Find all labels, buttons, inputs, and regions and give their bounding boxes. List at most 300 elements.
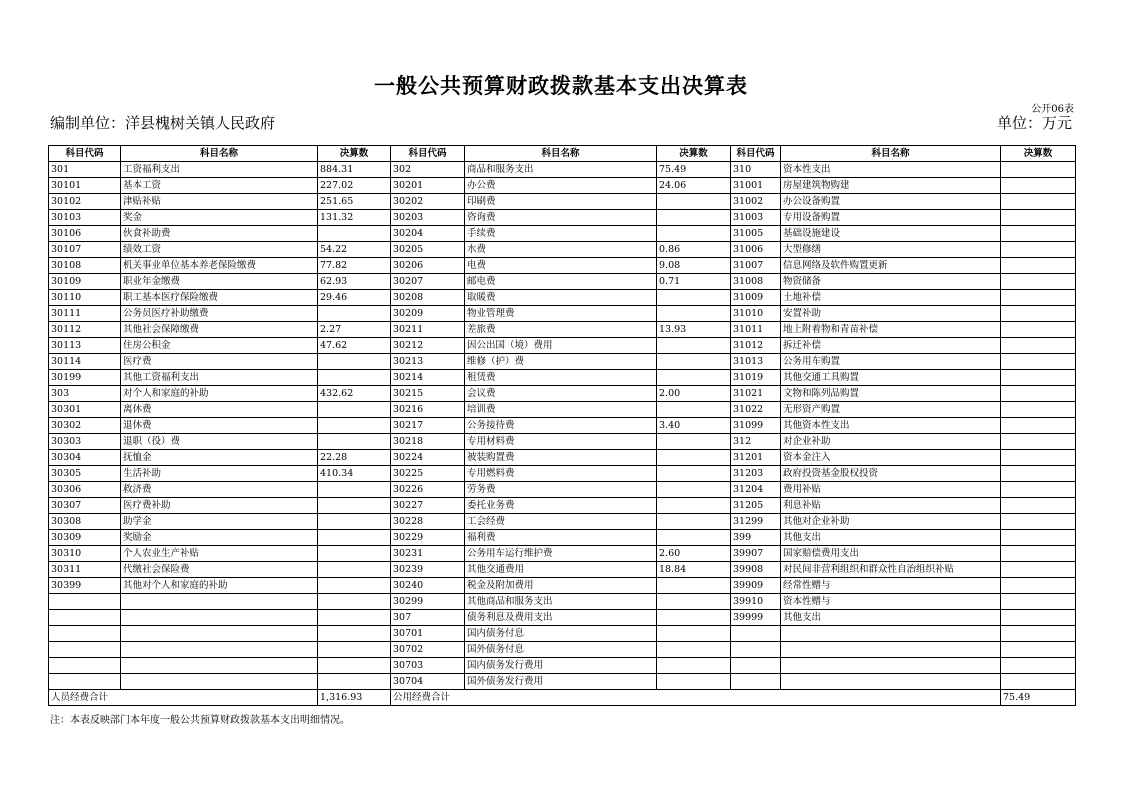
name-cell: 其他工资福利支出 (121, 370, 318, 386)
code-cell: 303 (49, 386, 121, 402)
personnel-total-value: 1,316.93 (318, 690, 391, 706)
name-cell: 资本性支出 (781, 162, 1001, 178)
name-cell: 基本工资 (121, 178, 318, 194)
public-total-label: 公用经费合计 (391, 690, 1001, 706)
header-name-1: 科目名称 (121, 146, 318, 162)
code-cell: 30701 (391, 626, 465, 642)
code-cell: 30109 (49, 274, 121, 290)
table-row (49, 162, 1076, 178)
code-cell: 31201 (731, 450, 781, 466)
name-cell: 公务接待费 (465, 418, 657, 434)
amount-cell (657, 402, 731, 418)
code-cell: 307 (391, 610, 465, 626)
name-cell: 退休费 (121, 418, 318, 434)
name-cell: 其他对个人和家庭的补助 (121, 578, 318, 594)
amount-cell (1001, 578, 1076, 594)
name-cell: 国内债务付息 (465, 626, 657, 642)
name-cell: 机关事业单位基本养老保险缴费 (121, 258, 318, 274)
header-code-2: 科目代码 (391, 146, 465, 162)
code-cell: 30204 (391, 226, 465, 242)
code-cell: 30215 (391, 386, 465, 402)
amount-cell (318, 610, 391, 626)
form-number: 公开06表 (1031, 104, 1074, 115)
currency-unit: 单位：万元 (996, 114, 1072, 132)
code-cell: 30304 (49, 450, 121, 466)
name-cell: 政府投资基金股权投资 (781, 466, 1001, 482)
amount-cell (318, 642, 391, 658)
table-row (49, 418, 1076, 434)
table-header-row (49, 146, 1076, 162)
amount-cell (318, 498, 391, 514)
name-cell: 咨询费 (465, 210, 657, 226)
name-cell: 医疗费补助 (121, 498, 318, 514)
name-cell: 职业年金缴费 (121, 274, 318, 290)
header-amount-3: 决算数 (1001, 146, 1076, 162)
name-cell: 其他商品和服务支出 (465, 594, 657, 610)
code-cell: 39999 (731, 610, 781, 626)
code-cell: 30112 (49, 322, 121, 338)
name-cell: 资本性赠与 (781, 594, 1001, 610)
amount-cell (318, 658, 391, 674)
name-cell: 医疗费 (121, 354, 318, 370)
code-cell: 31021 (731, 386, 781, 402)
code-cell: 31008 (731, 274, 781, 290)
code-cell: 30216 (391, 402, 465, 418)
name-cell: 福利费 (465, 530, 657, 546)
code-cell: 30228 (391, 514, 465, 530)
name-cell (781, 642, 1001, 658)
amount-cell (1001, 626, 1076, 642)
amount-cell: 227.02 (318, 178, 391, 194)
amount-cell: 9.08 (657, 258, 731, 274)
header-name-2: 科目名称 (465, 146, 657, 162)
code-cell: 31205 (731, 498, 781, 514)
code-cell: 312 (731, 434, 781, 450)
amount-cell (657, 626, 731, 642)
amount-cell (657, 450, 731, 466)
expenditure-table (48, 145, 1076, 706)
amount-cell: 47.62 (318, 338, 391, 354)
code-cell: 31001 (731, 178, 781, 194)
amount-cell (1001, 354, 1076, 370)
name-cell: 助学金 (121, 514, 318, 530)
code-cell: 30305 (49, 466, 121, 482)
amount-cell (1001, 162, 1076, 178)
amount-cell (1001, 194, 1076, 210)
amount-cell (318, 530, 391, 546)
amount-cell: 54.22 (318, 242, 391, 258)
name-cell: 其他交通费用 (465, 562, 657, 578)
code-cell: 31204 (731, 482, 781, 498)
name-cell: 办公费 (465, 178, 657, 194)
table-row (49, 594, 1076, 610)
amount-cell (318, 514, 391, 530)
amount-cell (1001, 658, 1076, 674)
name-cell: 其他资本性支出 (781, 418, 1001, 434)
name-cell: 邮电费 (465, 274, 657, 290)
name-cell (781, 658, 1001, 674)
code-cell: 30102 (49, 194, 121, 210)
code-cell: 31203 (731, 466, 781, 482)
amount-cell (1001, 418, 1076, 434)
amount-cell (1001, 338, 1076, 354)
name-cell: 利息补贴 (781, 498, 1001, 514)
amount-cell (1001, 674, 1076, 690)
amount-cell: 0.71 (657, 274, 731, 290)
code-cell: 30214 (391, 370, 465, 386)
code-cell: 31299 (731, 514, 781, 530)
table-row (49, 530, 1076, 546)
code-cell: 30240 (391, 578, 465, 594)
header-code-1: 科目代码 (49, 146, 121, 162)
page-title: 一般公共预算财政拨款基本支出决算表 (374, 74, 748, 98)
amount-cell (1001, 482, 1076, 498)
name-cell: 国外债务付息 (465, 642, 657, 658)
name-cell: 其他支出 (781, 610, 1001, 626)
table-row (49, 386, 1076, 402)
name-cell: 其他支出 (781, 530, 1001, 546)
code-cell: 30231 (391, 546, 465, 562)
code-cell: 30704 (391, 674, 465, 690)
totals-row (49, 690, 1076, 706)
amount-cell (318, 594, 391, 610)
table-row (49, 322, 1076, 338)
code-cell: 31019 (731, 370, 781, 386)
name-cell: 国内债务发行费用 (465, 658, 657, 674)
name-cell: 培训费 (465, 402, 657, 418)
name-cell: 专用燃料费 (465, 466, 657, 482)
code-cell: 31099 (731, 418, 781, 434)
code-cell: 30203 (391, 210, 465, 226)
code-cell: 310 (731, 162, 781, 178)
name-cell: 物资储备 (781, 274, 1001, 290)
table-row (49, 306, 1076, 322)
name-cell: 委托业务费 (465, 498, 657, 514)
code-cell: 30113 (49, 338, 121, 354)
amount-cell: 251.65 (318, 194, 391, 210)
amount-cell: 77.82 (318, 258, 391, 274)
amount-cell: 0.86 (657, 242, 731, 258)
amount-cell (1001, 498, 1076, 514)
amount-cell: 18.84 (657, 562, 731, 578)
name-cell: 公务用车运行维护费 (465, 546, 657, 562)
code-cell: 30101 (49, 178, 121, 194)
name-cell: 土地补偿 (781, 290, 1001, 306)
name-cell: 办公设备购置 (781, 194, 1001, 210)
table-row (49, 402, 1076, 418)
code-cell: 399 (731, 530, 781, 546)
table-row (49, 578, 1076, 594)
table-body (49, 162, 1076, 690)
amount-cell (1001, 530, 1076, 546)
name-cell: 其他交通工具购置 (781, 370, 1001, 386)
amount-cell (318, 418, 391, 434)
code-cell (49, 658, 121, 674)
name-cell: 离休费 (121, 402, 318, 418)
amount-cell (1001, 466, 1076, 482)
code-cell: 30225 (391, 466, 465, 482)
code-cell: 31007 (731, 258, 781, 274)
name-cell: 生活补助 (121, 466, 318, 482)
amount-cell (1001, 226, 1076, 242)
amount-cell (1001, 322, 1076, 338)
code-cell: 30227 (391, 498, 465, 514)
name-cell: 信息网络及软件购置更新 (781, 258, 1001, 274)
name-cell: 公务员医疗补助缴费 (121, 306, 318, 322)
code-cell: 30107 (49, 242, 121, 258)
name-cell: 租赁费 (465, 370, 657, 386)
amount-cell (657, 466, 731, 482)
table-row (49, 210, 1076, 226)
code-cell: 30103 (49, 210, 121, 226)
code-cell: 39908 (731, 562, 781, 578)
code-cell: 30108 (49, 258, 121, 274)
amount-cell (318, 578, 391, 594)
code-cell: 31009 (731, 290, 781, 306)
code-cell: 30207 (391, 274, 465, 290)
amount-cell (657, 338, 731, 354)
table-row (49, 354, 1076, 370)
amount-cell (657, 530, 731, 546)
name-cell: 奖金 (121, 210, 318, 226)
name-cell: 代缴社会保险费 (121, 562, 318, 578)
name-cell (121, 626, 318, 642)
amount-cell (657, 434, 731, 450)
name-cell: 地上附着物和青苗补偿 (781, 322, 1001, 338)
name-cell: 因公出国（境）费用 (465, 338, 657, 354)
code-cell: 30205 (391, 242, 465, 258)
table-row (49, 642, 1076, 658)
code-cell (731, 658, 781, 674)
amount-cell (1001, 434, 1076, 450)
code-cell: 30302 (49, 418, 121, 434)
code-cell: 30106 (49, 226, 121, 242)
code-cell: 30111 (49, 306, 121, 322)
code-cell: 30110 (49, 290, 121, 306)
name-cell: 个人农业生产补贴 (121, 546, 318, 562)
table-row (49, 514, 1076, 530)
table-row (49, 482, 1076, 498)
code-cell: 30217 (391, 418, 465, 434)
name-cell: 资本金注入 (781, 450, 1001, 466)
amount-cell (1001, 306, 1076, 322)
code-cell: 30199 (49, 370, 121, 386)
amount-cell (318, 562, 391, 578)
amount-cell (1001, 386, 1076, 402)
table-row (49, 562, 1076, 578)
amount-cell (318, 354, 391, 370)
name-cell: 电费 (465, 258, 657, 274)
code-cell (49, 674, 121, 690)
code-cell: 31003 (731, 210, 781, 226)
name-cell: 差旅费 (465, 322, 657, 338)
name-cell: 其他社会保障缴费 (121, 322, 318, 338)
name-cell (121, 610, 318, 626)
amount-cell (1001, 642, 1076, 658)
name-cell: 职工基本医疗保险缴费 (121, 290, 318, 306)
code-cell: 30202 (391, 194, 465, 210)
amount-cell: 75.49 (657, 162, 731, 178)
code-cell: 30229 (391, 530, 465, 546)
table-row (49, 258, 1076, 274)
name-cell: 公务用车购置 (781, 354, 1001, 370)
amount-cell (657, 642, 731, 658)
amount-cell (657, 482, 731, 498)
code-cell: 302 (391, 162, 465, 178)
name-cell: 印刷费 (465, 194, 657, 210)
code-cell: 30303 (49, 434, 121, 450)
name-cell (121, 674, 318, 690)
amount-cell (318, 226, 391, 242)
code-cell: 31013 (731, 354, 781, 370)
code-cell: 30309 (49, 530, 121, 546)
name-cell: 对个人和家庭的补助 (121, 386, 318, 402)
code-cell: 30206 (391, 258, 465, 274)
code-cell: 30218 (391, 434, 465, 450)
code-cell: 31002 (731, 194, 781, 210)
code-cell: 39910 (731, 594, 781, 610)
amount-cell (657, 610, 731, 626)
amount-cell (318, 674, 391, 690)
code-cell: 30306 (49, 482, 121, 498)
name-cell (781, 626, 1001, 642)
amount-cell (1001, 594, 1076, 610)
table-row (49, 466, 1076, 482)
amount-cell (1001, 178, 1076, 194)
amount-cell (318, 434, 391, 450)
name-cell: 住房公积金 (121, 338, 318, 354)
reporting-unit: 编制单位：洋县槐树关镇人民政府 (50, 114, 276, 132)
table-row (49, 178, 1076, 194)
table-row (49, 626, 1076, 642)
header-amount-2: 决算数 (657, 146, 731, 162)
amount-cell (1001, 370, 1076, 386)
code-cell (731, 626, 781, 642)
amount-cell: 410.34 (318, 466, 391, 482)
code-cell: 30212 (391, 338, 465, 354)
name-cell (121, 642, 318, 658)
amount-cell (318, 306, 391, 322)
amount-cell (657, 514, 731, 530)
amount-cell (657, 210, 731, 226)
code-cell: 30299 (391, 594, 465, 610)
code-cell: 31006 (731, 242, 781, 258)
amount-cell: 22.28 (318, 450, 391, 466)
name-cell: 对企业补助 (781, 434, 1001, 450)
table-row (49, 658, 1076, 674)
amount-cell (1001, 450, 1076, 466)
name-cell: 大型修缮 (781, 242, 1001, 258)
name-cell: 退职（役）费 (121, 434, 318, 450)
table-row (49, 610, 1076, 626)
code-cell: 31012 (731, 338, 781, 354)
code-cell: 30201 (391, 178, 465, 194)
amount-cell: 29.46 (318, 290, 391, 306)
amount-cell (657, 370, 731, 386)
code-cell: 30301 (49, 402, 121, 418)
public-total-value: 75.49 (1001, 690, 1076, 706)
name-cell: 救济费 (121, 482, 318, 498)
name-cell: 安置补助 (781, 306, 1001, 322)
table-row (49, 290, 1076, 306)
name-cell: 专用材料费 (465, 434, 657, 450)
personnel-total-label: 人员经费合计 (49, 690, 318, 706)
code-cell: 31022 (731, 402, 781, 418)
code-cell: 301 (49, 162, 121, 178)
amount-cell: 13.93 (657, 322, 731, 338)
amount-cell (657, 354, 731, 370)
table-row (49, 338, 1076, 354)
code-cell (49, 610, 121, 626)
name-cell: 基础设施建设 (781, 226, 1001, 242)
code-cell: 30226 (391, 482, 465, 498)
name-cell: 国家赔偿费用支出 (781, 546, 1001, 562)
amount-cell (1001, 402, 1076, 418)
code-cell: 30310 (49, 546, 121, 562)
amount-cell (1001, 242, 1076, 258)
amount-cell (657, 594, 731, 610)
amount-cell: 884.31 (318, 162, 391, 178)
name-cell: 伙食补助费 (121, 226, 318, 242)
name-cell: 被装购置费 (465, 450, 657, 466)
code-cell: 30209 (391, 306, 465, 322)
amount-cell (657, 498, 731, 514)
name-cell: 专用设备购置 (781, 210, 1001, 226)
amount-cell: 2.00 (657, 386, 731, 402)
code-cell: 30308 (49, 514, 121, 530)
footnote: 注：本表反映部门本年度一般公共预算财政拨款基本支出明细情况。 (50, 715, 350, 726)
name-cell (781, 674, 1001, 690)
name-cell (121, 594, 318, 610)
name-cell: 绩效工资 (121, 242, 318, 258)
amount-cell (657, 658, 731, 674)
name-cell: 手续费 (465, 226, 657, 242)
amount-cell (657, 290, 731, 306)
code-cell: 39907 (731, 546, 781, 562)
amount-cell (1001, 290, 1076, 306)
name-cell: 税金及附加费用 (465, 578, 657, 594)
table-row (49, 674, 1076, 690)
name-cell: 房屋建筑物购建 (781, 178, 1001, 194)
name-cell: 费用补贴 (781, 482, 1001, 498)
name-cell: 拆迁补偿 (781, 338, 1001, 354)
table-row (49, 370, 1076, 386)
amount-cell (1001, 210, 1076, 226)
name-cell: 国外债务发行费用 (465, 674, 657, 690)
amount-cell (318, 626, 391, 642)
table-row (49, 450, 1076, 466)
amount-cell (318, 402, 391, 418)
name-cell: 会议费 (465, 386, 657, 402)
amount-cell (657, 578, 731, 594)
code-cell: 31011 (731, 322, 781, 338)
amount-cell (1001, 610, 1076, 626)
amount-cell (1001, 562, 1076, 578)
table-row (49, 226, 1076, 242)
code-cell: 30208 (391, 290, 465, 306)
code-cell: 31005 (731, 226, 781, 242)
amount-cell (318, 370, 391, 386)
name-cell: 维修（护）费 (465, 354, 657, 370)
name-cell: 抚恤金 (121, 450, 318, 466)
code-cell (49, 594, 121, 610)
table-row (49, 274, 1076, 290)
code-cell (49, 642, 121, 658)
amount-cell (1001, 258, 1076, 274)
name-cell: 其他对企业补助 (781, 514, 1001, 530)
amount-cell (1001, 546, 1076, 562)
code-cell: 30239 (391, 562, 465, 578)
